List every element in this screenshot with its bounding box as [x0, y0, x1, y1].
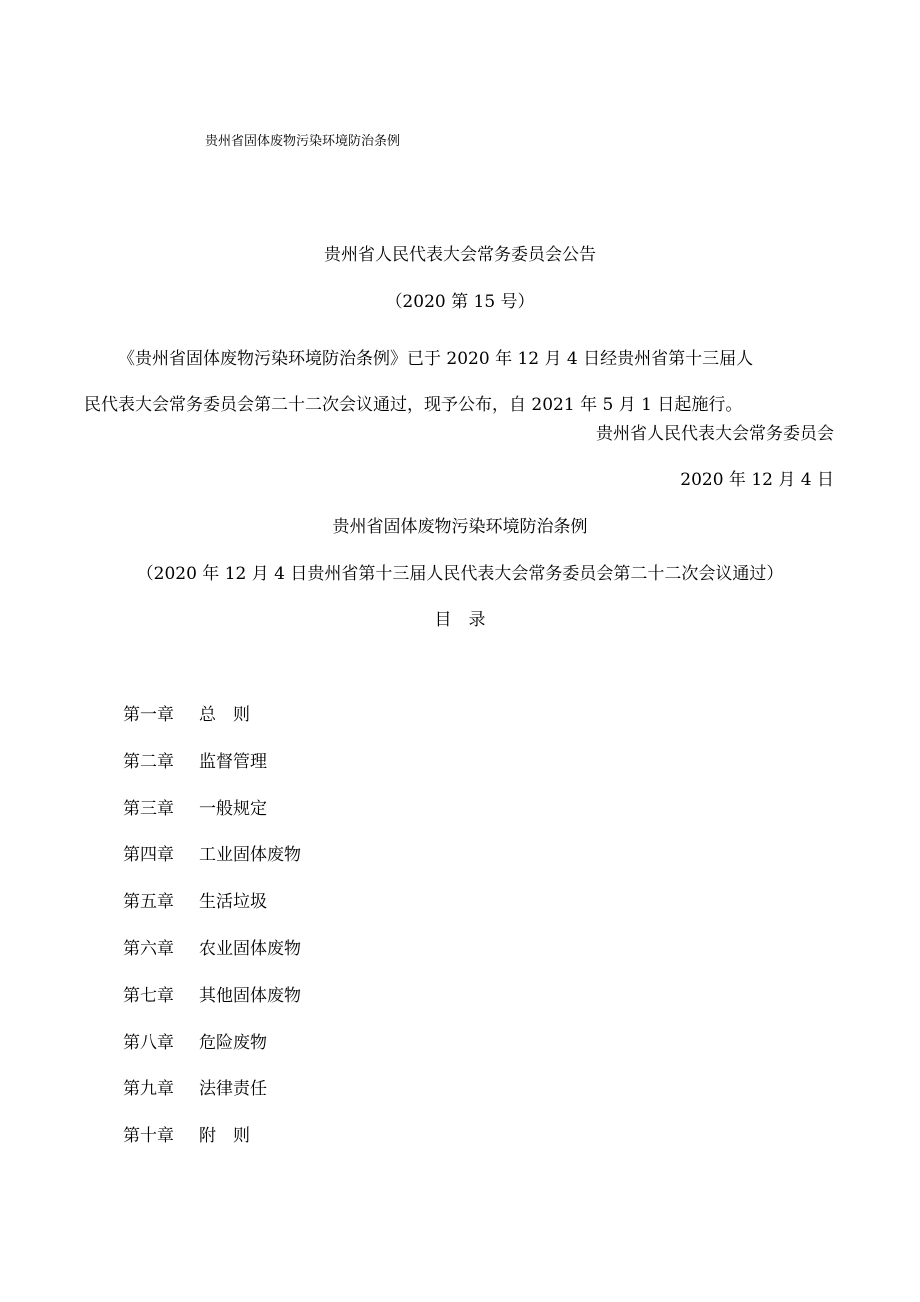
- toc-chapter-number: 第一章: [123, 705, 174, 725]
- toc-chapter-title: 农业固体废物: [199, 938, 301, 959]
- toc-item: [123, 749, 301, 796]
- notice-number: （2020 第 15 号）: [385, 292, 535, 312]
- toc-item: [123, 983, 301, 1030]
- toc-chapter-number: 第八章: [123, 1032, 174, 1053]
- regulation-title: 贵州省固体废物污染环境防治条例: [332, 517, 588, 537]
- toc-chapter-number: 第九章: [123, 1079, 174, 1100]
- notice-issuer: 贵州省人民代表大会常务委员会: [596, 424, 834, 444]
- toc-item: [123, 936, 301, 983]
- toc-chapter-number: 第十章: [123, 1126, 174, 1147]
- toc-item: [123, 889, 301, 936]
- toc-chapter-title: 总 则: [199, 705, 250, 725]
- notice-title: 贵州省人民代表大会常务委员会公告: [324, 245, 596, 265]
- notice-body-line-1: 《贵州省固体废物污染环境防治条例》已于 2020 年 12 月 4 日经贵州省第十三届人: [118, 349, 754, 369]
- toc-chapter-title: 生活垃圾: [199, 892, 267, 913]
- toc-chapter-title: 其他固体废物: [199, 985, 301, 1006]
- toc-chapter-number: 第二章: [123, 751, 174, 772]
- toc-chapter-title: 监督管理: [199, 751, 267, 772]
- toc-chapter-number: 第四章: [123, 845, 174, 866]
- running-header: 贵州省固体废物污染环境防治条例: [205, 134, 401, 149]
- toc-item: [123, 842, 301, 889]
- toc-chapter-title: 危险废物: [199, 1032, 267, 1053]
- toc-chapter-number: 第六章: [123, 938, 174, 959]
- notice-body-line-2: 民代表大会常务委员会第二十二次会议通过，现予公布，自 2021 年 5 月 1 日起施行。: [84, 395, 743, 415]
- toc-chapter-title: 工业固体废物: [199, 845, 301, 866]
- toc-chapter-title: 法律责任: [199, 1079, 267, 1100]
- toc-chapter-title: 一般规定: [199, 798, 267, 819]
- toc-chapter-number: 第七章: [123, 985, 174, 1006]
- toc-heading: 目 录: [434, 610, 486, 630]
- adoption-note: （2020 年 12 月 4 日贵州省第十三届人民代表大会常务委员会第二十二次会议通过）: [136, 564, 784, 584]
- notice-date: 2020 年 12 月 4 日: [680, 470, 834, 490]
- toc-chapter-number: 第五章: [123, 892, 174, 913]
- notice-body: [84, 336, 836, 428]
- toc-item: [123, 796, 301, 843]
- toc-item: [123, 1123, 301, 1170]
- toc-item: [123, 1076, 301, 1123]
- toc-chapter-number: 第三章: [123, 798, 174, 819]
- toc-chapter-title: 附 则: [199, 1126, 250, 1147]
- table-of-contents: [123, 702, 301, 1170]
- toc-item: [123, 702, 301, 749]
- toc-item: [123, 1030, 301, 1077]
